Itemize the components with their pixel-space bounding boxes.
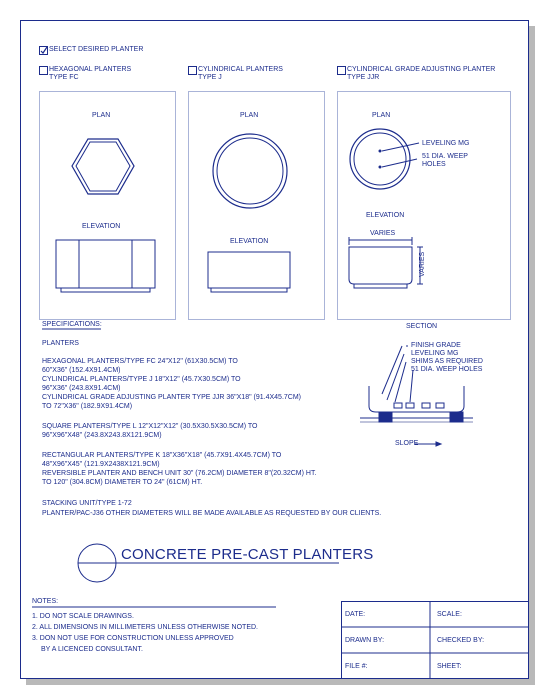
callout-weep-holes-section: 51 DIA. WEEP HOLES (411, 366, 483, 373)
spec-line: 48"X96"X45" (121.9X2438X121.9CM) (42, 461, 160, 468)
note-item: 1. DO NOT SCALE DRAWINGS. (32, 613, 134, 620)
dimension-varies-side: VARIES (419, 251, 426, 277)
spec-line: REVERSIBLE PLANTER AND BENCH UNIT 30" (76.2CM) DIAMETER 8"(20.32CM) HT. (42, 470, 317, 477)
option-cylindrical-label: CYLINDRICAL PLANTERS (198, 66, 283, 73)
drawn-by-label: DRAWN BY: (345, 637, 385, 644)
option-grade-adjusting-label: CYLINDRICAL GRADE ADJUSTING PLANTER (347, 66, 496, 73)
spec-line: PLANTER/PAC-J36 OTHER DIAMETERS WILL BE MADE AVAILABLE AS REQUESTED BY OUR CLIENTS. (42, 510, 382, 517)
option-grade-adjusting-type: TYPE JJR (347, 74, 380, 81)
section-label: SECTION (406, 323, 438, 330)
jjr-elevation (349, 247, 412, 284)
callout-leveling-mg: LEVELING MG (422, 140, 470, 147)
hexagon-plan (72, 139, 134, 194)
jjr-elevation-label: ELEVATION (366, 212, 405, 219)
hex-plan-label: PLAN (92, 112, 111, 119)
cylinder-plan-inner (217, 138, 283, 204)
spec-line: HEXAGONAL PLANTERS/TYPE FC 24"X12" (61X30.5CM) TO (42, 358, 238, 365)
spec-line: RECTANGULAR PLANTERS/TYPE K 18"X36"X18" (45.7X91.4X45.7CM) TO (42, 452, 282, 459)
cyl-plan-label: PLAN (240, 112, 259, 119)
sheet-label: SHEET: (437, 663, 462, 670)
hex-elevation-label: ELEVATION (82, 223, 121, 230)
hexagon-plan-inner (76, 142, 130, 191)
spec-line: 60"X36" (152.4X91.4CM) (42, 367, 121, 374)
slope-label: SLOPE (395, 440, 419, 447)
scale-label: SCALE: (437, 611, 462, 618)
specs-heading: SPECIFICATIONS: (42, 321, 102, 328)
callout-leveling-mg-section: LEVELING MG (411, 350, 459, 357)
drawing-title: CONCRETE PRE-CAST PLANTERS (121, 546, 374, 563)
jjr-plan-outer (350, 129, 410, 189)
jjr-plan-label: PLAN (372, 112, 391, 119)
callout-weep-holes-1: 51 DIA. WEEP (422, 153, 468, 160)
option-hexagonal-type: TYPE FC (49, 74, 79, 81)
cylinder-elevation (208, 252, 290, 288)
spec-line: TO 72"X36" (182.9X91.4CM) (42, 403, 133, 410)
spec-line: CYLINDRICAL GRADE ADJUSTING PLANTER TYPE JJR 36"X18" (91.4X45.7CM) (42, 394, 301, 401)
spec-line: CYLINDRICAL PLANTERS/TYPE J 18"X12" (45.7X30.5CM) TO (42, 376, 241, 383)
callout-shims: SHIMS AS REQUIRED (411, 358, 483, 365)
option-hexagonal-label: HEXAGONAL PLANTERS (49, 66, 132, 73)
date-label: DATE: (345, 611, 366, 618)
title-block (341, 601, 529, 679)
spec-line: 96"X36" (243.8X91.4CM) (42, 385, 121, 392)
file-number-label: FILE #: (345, 663, 368, 670)
note-item: 2. ALL DIMENSIONS IN MILLIMETERS UNLESS OTHERWISE NOTED. (32, 624, 258, 631)
callout-finish-grade: FINISH GRADE (411, 342, 461, 349)
spec-line: TO 120" (304.8CM) DIAMETER TO 24" (61CM) HT. (42, 479, 203, 486)
option-cylindrical-type: TYPE J (198, 74, 222, 81)
select-label: SELECT DESIRED PLANTER (49, 46, 144, 53)
specs-planters: PLANTERS (42, 340, 79, 347)
drawing-sheet (20, 20, 529, 679)
notes-heading: NOTES: (32, 598, 59, 605)
dimension-varies-top: VARIES (370, 230, 396, 237)
cyl-elevation-label: ELEVATION (230, 238, 269, 245)
cylinder-plan-outer (213, 134, 287, 208)
checked-by-label: CHECKED BY: (437, 637, 485, 644)
spec-line: 96"X96"X48" (243.8X243.8X121.9CM) (42, 432, 162, 439)
jjr-plan-inner (354, 133, 406, 185)
callout-weep-holes-2: HOLES (422, 161, 446, 168)
note-item: BY A LICENCED CONSULTANT. (41, 646, 143, 653)
spec-line: STACKING UNIT/TYPE 1-72 (42, 500, 132, 507)
hexagon-elevation (56, 240, 155, 288)
spec-line: SQUARE PLANTERS/TYPE L 12"X12"X12" (30.5X30.5X30.5CM) TO (42, 423, 258, 430)
note-item: 3. DON NOT USE FOR CONSTRUCTION UNLESS APPROVED (32, 635, 234, 642)
